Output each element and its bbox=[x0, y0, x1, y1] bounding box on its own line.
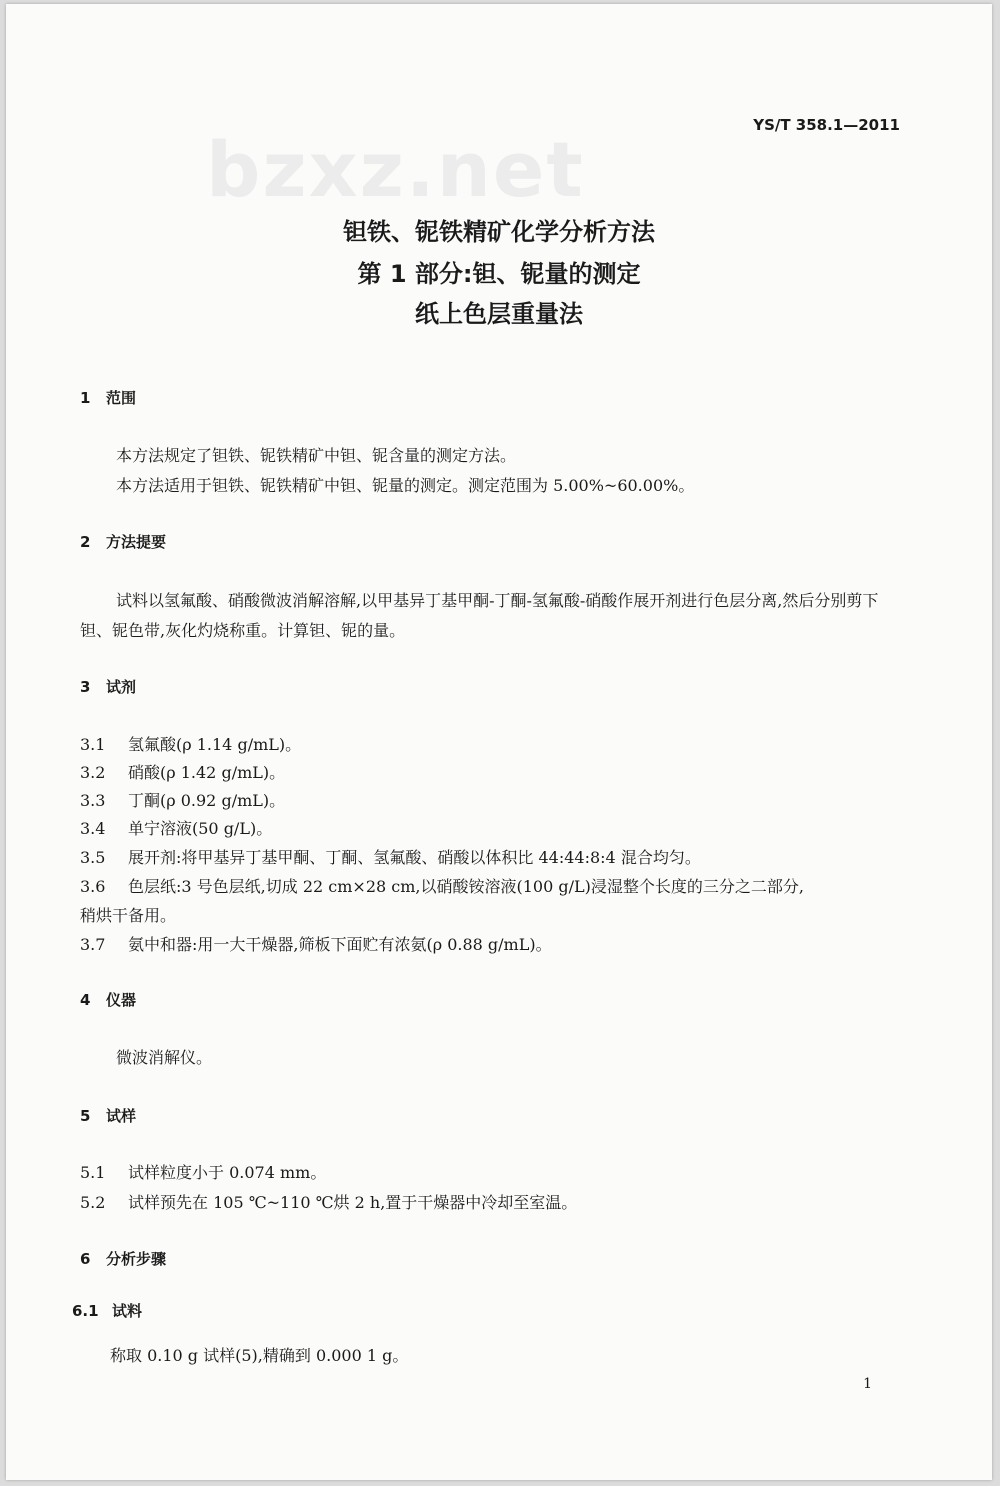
item-text: 氨中和器:用一大干燥器,筛板下面贮有浓氨(ρ 0.88 g/mL)。 bbox=[128, 935, 552, 954]
item-number: 3.7 bbox=[80, 935, 106, 954]
section-number: 5 bbox=[80, 1107, 91, 1125]
section-4-para-1: 微波消解仪。 bbox=[116, 1048, 213, 1067]
reagent-item bbox=[80, 818, 272, 840]
item-number: 3.4 bbox=[80, 819, 106, 838]
section-1-heading bbox=[80, 387, 136, 409]
reagent-item bbox=[80, 876, 804, 898]
standard-number: YS/T 358.1—2011 bbox=[753, 116, 900, 134]
item-text: 试样粒度小于 0.074 mm。 bbox=[128, 1163, 327, 1182]
section-5-heading bbox=[80, 1105, 136, 1127]
item-text: 色层纸:3 号色层纸,切成 22 cm×28 cm,以硝酸铵溶液(100 g/L)浸湿整个长度的三分之二部分, bbox=[128, 877, 804, 896]
item-number: 3.1 bbox=[80, 735, 106, 754]
subsection-title: 试料 bbox=[112, 1302, 143, 1320]
reagent-item-continuation: 稍烘干备用。 bbox=[80, 906, 177, 925]
section-number: 3 bbox=[80, 678, 91, 696]
section-2-para-1: 试料以氢氟酸、硝酸微波消解溶解,以甲基异丁基甲酮-丁酮-氢氟酸-硝酸作展开剂进行色层分离,然后分别剪下钽、铌色带,灰化灼烧称重。计算钽、铌的量。 bbox=[80, 591, 879, 640]
subsection-number: 6.1 bbox=[72, 1302, 99, 1320]
title-line-1: 钽铁、铌铁精矿化学分析方法 bbox=[343, 218, 655, 246]
page-number: 1 bbox=[863, 1376, 872, 1392]
section-title: 试样 bbox=[106, 1107, 137, 1125]
reagent-item bbox=[80, 847, 701, 869]
section-title: 方法提要 bbox=[106, 533, 167, 551]
item-number: 3.3 bbox=[80, 791, 106, 810]
title-line-2: 第 1 部分:钽、铌量的测定 bbox=[357, 260, 641, 288]
section-2-heading bbox=[80, 531, 166, 553]
section-title: 试剂 bbox=[106, 678, 137, 696]
item-text: 丁酮(ρ 0.92 g/mL)。 bbox=[128, 791, 286, 810]
item-number: 3.5 bbox=[80, 848, 106, 867]
item-text: 硝酸(ρ 1.42 g/mL)。 bbox=[128, 763, 286, 782]
section-1-para-1: 本方法规定了钽铁、铌铁精矿中钽、铌含量的测定方法。 bbox=[116, 446, 517, 465]
subsection-6-1-para: 称取 0.10 g 试样(5),精确到 0.000 1 g。 bbox=[110, 1346, 409, 1365]
section-6-heading bbox=[80, 1248, 166, 1270]
section-title: 分析步骤 bbox=[106, 1250, 167, 1268]
section-number: 4 bbox=[80, 991, 91, 1009]
sample-item bbox=[80, 1162, 326, 1184]
reagent-item bbox=[80, 762, 285, 784]
item-text: 单宁溶液(50 g/L)。 bbox=[128, 819, 273, 838]
item-text: 氢氟酸(ρ 1.14 g/mL)。 bbox=[128, 735, 302, 754]
reagent-item bbox=[80, 934, 552, 956]
item-number: 5.1 bbox=[80, 1163, 106, 1182]
reagent-item bbox=[80, 790, 285, 812]
item-text: 试样预先在 105 ℃~110 ℃烘 2 h,置于干燥器中冷却至室温。 bbox=[128, 1193, 578, 1212]
section-title: 仪器 bbox=[106, 991, 137, 1009]
subsection-6-1-heading bbox=[72, 1300, 142, 1322]
section-4-heading bbox=[80, 989, 136, 1011]
item-number: 3.2 bbox=[80, 763, 106, 782]
watermark: bzxz.net bbox=[206, 125, 585, 214]
sample-item bbox=[80, 1192, 577, 1214]
section-number: 2 bbox=[80, 533, 91, 551]
item-number: 5.2 bbox=[80, 1193, 106, 1212]
document-page bbox=[6, 4, 992, 1480]
section-title: 范围 bbox=[106, 389, 137, 407]
item-number: 3.6 bbox=[80, 877, 106, 896]
section-number: 6 bbox=[80, 1250, 91, 1268]
section-1-para-2: 本方法适用于钽铁、铌铁精矿中钽、铌量的测定。测定范围为 5.00%~60.00%。 bbox=[116, 476, 695, 495]
reagent-item bbox=[80, 734, 301, 756]
section-number: 1 bbox=[80, 389, 91, 407]
section-3-heading bbox=[80, 676, 136, 698]
title-line-3: 纸上色层重量法 bbox=[415, 300, 583, 328]
item-text: 展开剂:将甲基异丁基甲酮、丁酮、氢氟酸、硝酸以体积比 44:44:8:4 混合均匀。 bbox=[128, 848, 701, 867]
